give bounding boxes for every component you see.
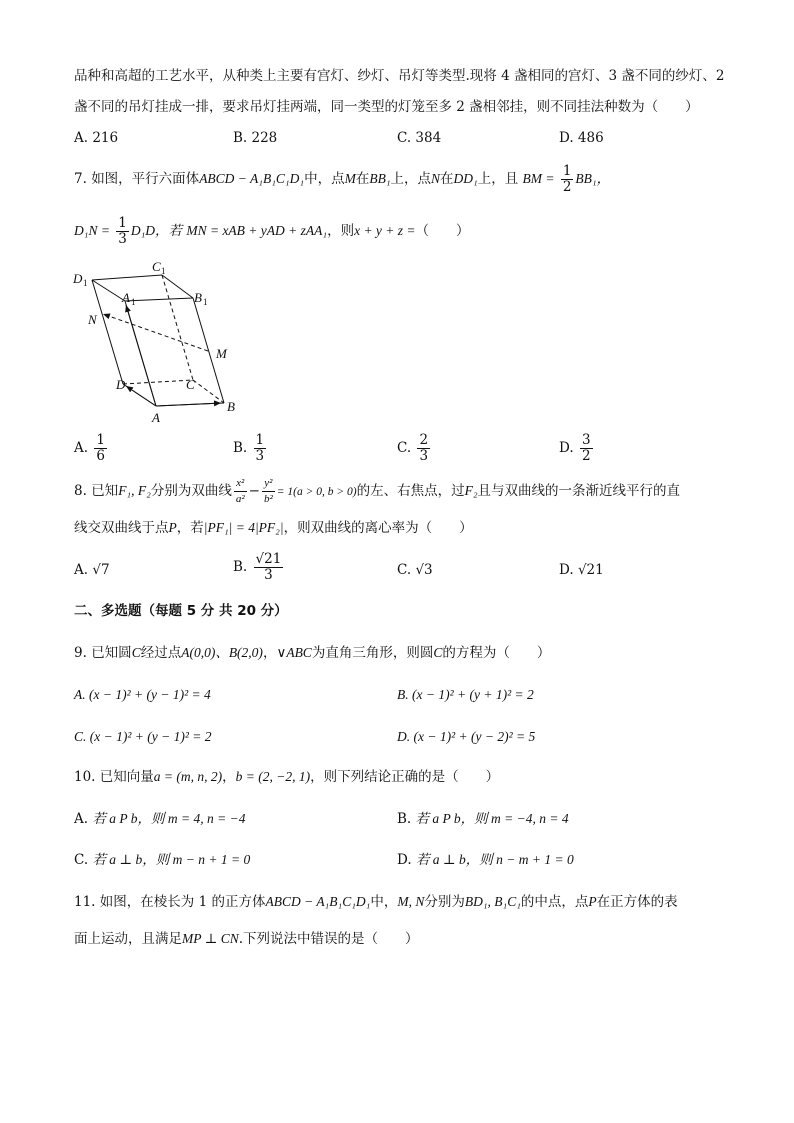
q11-solid: ABCD − A₁B₁C₁D₁ — [265, 894, 371, 909]
q6-line-1: 品种和高超的工艺水平，从种类上主要有宫灯、纱灯、吊灯等类型.现将 4 盏相同的宫灯、3 盏不同的纱灯、2 — [74, 68, 725, 84]
frac-numerator: 1 — [562, 163, 572, 179]
q6-option-d: D. 486 — [559, 130, 604, 146]
option-letter: B. — [233, 440, 248, 456]
label-b: B — [227, 399, 235, 414]
q11-text: 在正方体的表 — [596, 894, 678, 910]
q9-text: 已知圆 — [91, 645, 132, 661]
q10-option-a — [74, 809, 245, 829]
q9-option-c: C. (x − 1)² + (y − 1)² = 2 — [74, 729, 212, 744]
option-result: ，则 n − m + 1 = 0 — [465, 852, 574, 867]
q8-option-d — [559, 560, 604, 580]
q11-condition: MP ⊥ CN — [182, 931, 239, 946]
edge-c1b1 — [162, 275, 193, 298]
q8-text: 线交双曲线于点 — [74, 520, 169, 536]
option-value: √7 — [92, 562, 110, 578]
option-letter: B. — [233, 559, 248, 575]
frac-numerator: 1 — [255, 432, 265, 448]
q10-option-b — [397, 809, 569, 829]
q11-text: 面上运动，且满足 — [74, 931, 182, 947]
option-letter: B. — [397, 811, 412, 827]
q8-text: 的左、右焦点，过 — [356, 483, 465, 499]
q8-condition: |PF₁| = 4|PF₂| — [203, 520, 284, 535]
q7-option-b — [233, 433, 268, 464]
option-letter: C. — [397, 440, 412, 456]
q7-frac-third — [116, 216, 129, 247]
q9-option-b: B. (x − 1)² + (y + 1)² = 2 — [397, 687, 534, 702]
frac-denominator: b² — [263, 493, 273, 505]
q7-seg-bb1: BB₁ — [369, 171, 391, 186]
option-condition: 若 a ⊥ b — [415, 852, 466, 867]
q10-text: ， — [222, 769, 236, 785]
label-c1: C — [152, 259, 161, 274]
frac-numerator: x² — [234, 476, 247, 492]
q8-point-p: P — [168, 520, 177, 535]
q8-line-1: 8. 已知F₁, F₂分别为双曲线 $\frac{\text{x²}}{\text{a²}}$ − $\frac{\text{y²}}{\text{b²}}$ = 1(a > 0, b > 0)的左、右焦点，过F₂且与双曲线的一条渐近线平行的直 — [74, 477, 681, 505]
q8-option-a — [74, 560, 110, 580]
label-b1-sub: 1 — [203, 297, 208, 307]
frac-denominator: 2 — [581, 448, 591, 464]
option-letter: D. — [397, 852, 412, 868]
option-condition: 若 a P b — [415, 811, 461, 826]
option-value: √21 — [577, 562, 604, 578]
q7-blank: （ ） — [415, 223, 470, 239]
q11-text: 分别为 — [424, 894, 465, 910]
q10-line-1 — [74, 767, 499, 787]
q11-segments: BD₁, B₁C₁ — [464, 894, 521, 909]
q7-option-d — [559, 433, 595, 464]
option-value: √3 — [415, 562, 433, 578]
q6-line-2: 盏不同的吊灯挂成一排，要求吊灯挂两端，同一类型的灯笼至多 2 盏相邻挂，则不同挂法种数为（ ） — [74, 99, 699, 115]
option-letter: D. — [559, 440, 574, 456]
q11-line-2 — [74, 929, 419, 949]
edge-cb — [193, 380, 224, 403]
q7-line-2 — [74, 216, 470, 247]
q11-text: .下列说法中错误的是（ ） — [238, 931, 419, 947]
vector-ab — [156, 403, 221, 406]
frac-denominator: 2 — [562, 179, 572, 195]
q10-option-d — [397, 850, 574, 870]
q9-circle: C — [433, 645, 443, 660]
label-m: M — [216, 346, 227, 361]
q7-eq1: BM = — [522, 171, 555, 186]
frac-denominator: 3 — [264, 567, 273, 583]
q7-point-n: N — [431, 171, 441, 186]
q6-option-b: B. 228 — [233, 130, 278, 146]
q7-text: 上，且 — [477, 171, 519, 187]
q11-point-p: P — [588, 894, 597, 909]
frac-numerator: 2 — [419, 432, 429, 448]
q10-vector-a: a = (m, n, 2) — [153, 769, 223, 784]
q7-eq2: D₁N = — [74, 223, 110, 238]
q11-text: 中， — [370, 894, 398, 910]
parallelepiped-figure — [70, 258, 250, 428]
frac-numerator: 3 — [581, 432, 591, 448]
label-a1-sub: 1 — [131, 297, 136, 307]
option-letter: A. — [74, 562, 89, 578]
q7-text: 在 — [355, 171, 370, 187]
option-letter: C. — [74, 852, 89, 868]
q9-text: ， — [262, 645, 277, 661]
label-c: C — [186, 377, 195, 392]
frac-numerator: y² — [262, 476, 275, 492]
q10-option-c — [74, 850, 250, 870]
frac-denominator: a² — [235, 493, 245, 505]
q9-option-a: A. (x − 1)² + (y − 1)² = 4 — [74, 687, 211, 702]
q7-text: 中，点 — [304, 171, 345, 187]
q7-eq2-tail: D₁D，若 — [130, 223, 183, 238]
frac-denominator: 3 — [255, 448, 265, 464]
q9-number: 9. — [74, 645, 87, 661]
label-d: D — [116, 377, 126, 392]
option-result: ，则 m = −4, n = 4 — [460, 811, 569, 826]
option-fraction — [254, 433, 267, 464]
q9-text: 为直角三角形，则圆 — [311, 645, 434, 661]
edge-c1c — [162, 275, 193, 380]
edge-d1c1 — [92, 275, 162, 280]
edge-d1d — [92, 280, 123, 384]
q10-vector-b: b = (2, −2, 1) — [235, 769, 311, 784]
q8-f2: F₂ — [464, 483, 478, 498]
q9-option-d: D. (x − 1)² + (y − 2)² = 5 — [397, 729, 536, 744]
q11-text: 如图，在棱长为 1 的正方体 — [99, 894, 266, 910]
option-fraction — [417, 433, 430, 464]
q7-number: 7. — [74, 171, 87, 187]
q7-vector-equation: MN = xAB + yAD + zAA₁ — [186, 223, 328, 238]
q11-number: 11. — [74, 894, 96, 910]
label-d1: D — [73, 271, 83, 286]
option-fraction — [254, 552, 284, 583]
label-a: A — [152, 410, 160, 425]
frac-numerator: √21 — [255, 551, 282, 567]
q11-line-1 — [74, 892, 678, 912]
q7-text: 上，点 — [390, 171, 432, 187]
frac-denominator: 3 — [118, 231, 127, 247]
q10-text: ，则下列结论正确的是（ ） — [310, 769, 500, 785]
frac-numerator: 1 — [118, 215, 127, 231]
edge-dc — [123, 380, 193, 384]
q7-option-a — [74, 433, 109, 464]
q6-option-a: A. 216 — [74, 130, 119, 146]
q7-text: 如图，平行六面体 — [91, 171, 200, 187]
q9-points: A(0,0)、B(2,0) — [181, 645, 263, 660]
label-d1-sub: 1 — [83, 278, 88, 288]
q8-line-2 — [74, 518, 473, 538]
section-heading-multi-choice: 二、多选题（每题 5 分 共 20 分） — [74, 603, 288, 619]
q10-number: 10. — [74, 769, 96, 785]
q7-ask: x + y + z = — [354, 223, 416, 238]
option-result: ，则 m = 4, n = −4 — [137, 811, 246, 826]
q10-text: 已知向量 — [99, 769, 154, 785]
q8-text: 且与双曲线的一条渐近线平行的直 — [477, 483, 681, 499]
q9-text: 的方程为（ ） — [442, 645, 551, 661]
option-condition: 若 a ⊥ b — [92, 852, 143, 867]
label-c1-sub: 1 — [161, 266, 166, 276]
q8-option-c — [397, 560, 433, 580]
q7-point-m: M — [344, 171, 356, 186]
q8-text: 分别为双曲线 — [150, 483, 232, 499]
q9-triangle: ∨ABC — [276, 645, 312, 660]
q11-points-mn: M, N — [397, 894, 425, 909]
q7-option-c — [397, 433, 432, 464]
q7-text: 在 — [440, 171, 454, 187]
q7-frac-half — [561, 164, 574, 195]
q8-text: ，若 — [176, 520, 204, 536]
frac-numerator: 1 — [96, 432, 105, 448]
q8-text: ，则双曲线的离心率为（ ） — [283, 520, 473, 536]
q7-eq1-tail: BB₁， — [575, 171, 611, 186]
label-b1: B — [194, 290, 202, 305]
q9-line-1 — [74, 643, 550, 663]
q8-number: 8. — [74, 483, 87, 499]
q8-frac-y — [262, 476, 275, 507]
q8-text: 已知 — [91, 483, 119, 499]
q9-circle: C — [131, 645, 141, 660]
q7-solid: ABCD − A₁B₁C₁D₁ — [199, 171, 305, 186]
vector-mn — [103, 314, 208, 351]
q6-option-c: C. 384 — [397, 130, 442, 146]
q7-seg-dd1: DD₁ — [453, 171, 478, 186]
q7-line-1 — [74, 164, 610, 195]
frac-denominator: 6 — [96, 448, 105, 464]
vector-aa1 — [126, 305, 156, 406]
label-a1: A — [122, 290, 130, 305]
option-letter: C. — [397, 562, 412, 578]
option-letter: A. — [74, 440, 89, 456]
option-result: ，则 m − n + 1 = 0 — [142, 852, 251, 867]
label-n: N — [88, 312, 97, 327]
option-letter: D. — [559, 562, 574, 578]
q8-foci: F₁, F₂ — [118, 483, 151, 498]
q8-hyp-tail: = 1(a > 0, b > 0) — [276, 486, 357, 498]
frac-denominator: 3 — [419, 448, 429, 464]
option-letter: A. — [74, 811, 89, 827]
q11-text: 的中点，点 — [520, 894, 589, 910]
option-condition: 若 a P b — [92, 811, 138, 826]
option-fraction — [94, 433, 107, 464]
option-fraction — [580, 433, 593, 464]
q8-option-b — [233, 552, 285, 583]
q9-text: 经过点 — [140, 645, 182, 661]
q8-frac-x — [234, 476, 247, 507]
q7-text: ，则 — [327, 223, 355, 239]
